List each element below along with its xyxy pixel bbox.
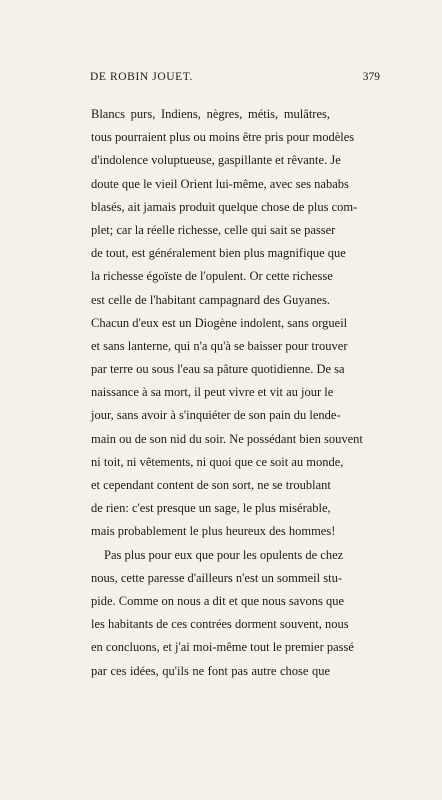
text-line: Pas plus pour eux que pour les opulents de chez — [104, 547, 344, 562]
text-line: doute que le vieil Orient lui-même, avec ses nababs — [91, 176, 349, 191]
text-line: Blancs purs, Indiens, nègres, métis, mulâtres, — [91, 107, 330, 121]
text-line: naissance à sa mort, il peut vivre et vit au jour le — [91, 385, 334, 400]
text-line: par terre ou sous l'eau sa pâture quotidienne. De sa — [91, 362, 345, 377]
text-line: blasés, ait jamais produit quelque chose de plus com- — [91, 199, 358, 214]
text-line: plet; car la réelle richesse, celle qui sait se passer — [91, 222, 336, 237]
running-head: DE ROBIN JOUET. — [90, 71, 194, 83]
page-header — [90, 71, 380, 89]
text-line: de tout, est généralement bien plus magnifique que — [91, 246, 346, 261]
page-number: 379 — [362, 71, 380, 83]
text-line: tous pourraient plus ou moins être pris pour modèles — [91, 130, 355, 145]
paragraph-1 — [91, 103, 363, 544]
text-line: pide. Comme on nous a dit et que nous savons que — [91, 593, 345, 608]
page-body — [91, 103, 363, 683]
text-line: Chacun d'eux est un Diogène indolent, sans orgueil — [91, 315, 348, 330]
text-line: main ou de son nid du soir. Ne possédant bien souvent — [91, 431, 363, 446]
text-line: d'indolence voluptueuse, gaspillante et rêvante. Je — [91, 153, 341, 168]
paragraph-2 — [91, 544, 354, 683]
text-line: en concluons, et j'ai moi-même tout le premier passé — [91, 640, 354, 655]
text-line: par ces idées, qu'ils ne font pas autre chose que — [91, 663, 330, 678]
text-line: et cependant content de son sort, ne se troublant — [91, 478, 331, 492]
text-line: et sans lanterne, qui n'a qu'à se baisser pour trouver — [91, 338, 348, 353]
text-line: ni toit, ni vêtements, ni quoi que ce soit au monde, — [91, 454, 344, 469]
text-line: jour, sans avoir à s'inquiéter de son pain du lende- — [91, 408, 341, 423]
text-line: est celle de l'habitant campagnard des Guyanes. — [91, 292, 330, 307]
text-line: les habitants de ces contrées dorment souvent, nous — [91, 617, 349, 632]
text-line: nous, cette paresse d'ailleurs n'est un sommeil stu- — [91, 570, 342, 585]
text-line: de rien: c'est presque un sage, le plus misérable, — [91, 501, 331, 516]
text-line: mais probablement le plus heureux des hommes! — [91, 524, 336, 539]
text-line: la richesse égoïste de l'opulent. Or cette richesse — [91, 269, 333, 284]
